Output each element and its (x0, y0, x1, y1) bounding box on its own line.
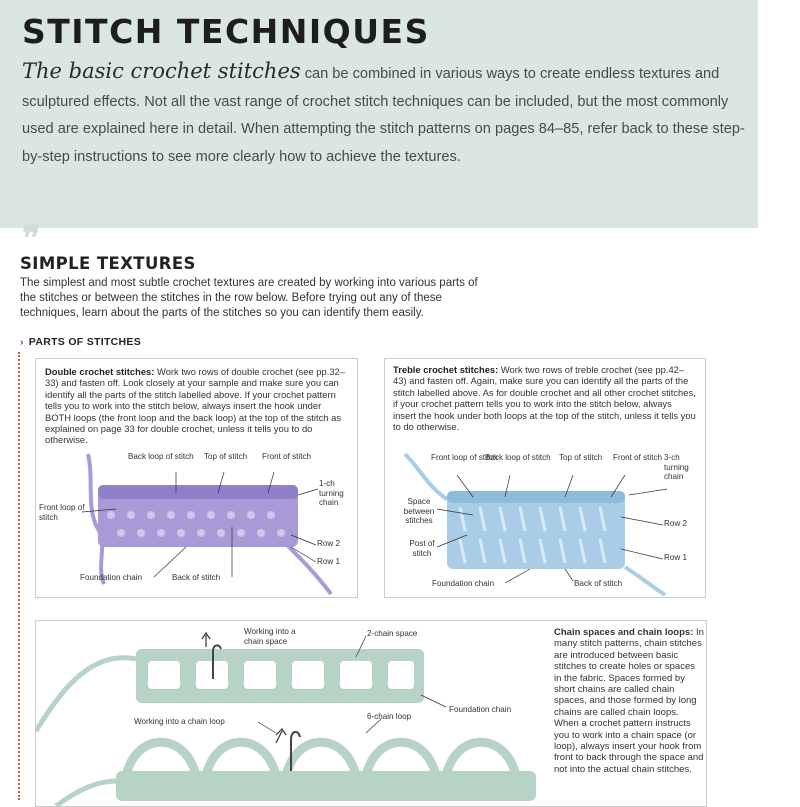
intro-text: can be combined in various ways to create endless textures and sculptured effects. Not all the vast range of crochet stitch techniques can be included, but the most commonly used are explained here in detail. When attempting the stitch patterns on pages 84–85, refer back to these step-by-step instructions to see more clearly how to achieve the textures. (22, 66, 745, 165)
double-label-top: Top of stitch (204, 452, 248, 461)
treble-label-back-loop: Back loop of stitch (485, 453, 551, 462)
chain-spaces-box (35, 620, 707, 807)
header-panel (0, 0, 758, 228)
double-label-foundation: Foundation chain (80, 573, 143, 582)
treble-label-back-of: Back of stitch (574, 579, 623, 588)
arrow-up-icon (202, 633, 210, 647)
double-label-turning: 1-ch turning chain (319, 479, 344, 507)
chain-label-six-ch-loop: 6-chain loop (367, 712, 412, 721)
intro-script-lead: The basic crochet stitches (22, 59, 301, 83)
quote-mark-decoration: ❞ (22, 219, 41, 259)
margin-rule (18, 352, 20, 800)
treble-label-front-of: Front of stitch (613, 453, 663, 462)
section-text: The simplest and most subtle crochet textures are created by working into various parts of the stitches or between the stitches in the row below. Before trying out any of these techniques, learn about the parts of the stitches so you can identify them easily. (20, 277, 478, 319)
double-label-front-of: Front of stitch (262, 452, 312, 461)
double-label-row1: Row 1 (317, 557, 340, 566)
double-label-front-loop: Front loop of stitch (39, 503, 85, 522)
yarn-tail-right (286, 544, 331, 594)
treble-label-row2: Row 2 (664, 519, 687, 528)
intro-paragraph (22, 58, 752, 171)
chain-label-working-loop: Working into a chain loop (134, 717, 225, 726)
double-crochet-box (35, 358, 358, 598)
double-label-back-of: Back of stitch (172, 573, 221, 582)
treble-label-post: Post of stitch (409, 539, 435, 558)
treble-swatch-top-row (447, 491, 625, 503)
chevron-right-icon: › (20, 336, 24, 348)
chain-spaces-body: In many stitch patterns, chain stitches are introduced between basic stitches to create holes or spaces in the fabric. Spaces formed by short chains are called chain spaces, and those formed by long chains are called chain loops. When a crochet pattern instructs you to work into a chain space (or loop), always insert your hook from front to back through the space and not into the actual chain stitches. (554, 627, 704, 775)
treble-label-top: Top of stitch (559, 453, 603, 462)
treble-crochet-swatch (385, 359, 705, 597)
subsection-title: PARTS OF STITCHES (28, 336, 142, 348)
chain-spaces-text (554, 627, 704, 775)
treble-label-front-loop: Front loop of stitch (431, 453, 498, 462)
treble-crochet-body: Work two rows of treble crochet (see pp.42–43) and fasten off. Again, make sure you can identify all the parts of the stitch labelled above. As for double crochet and all other crochet stitches, if your crochet pattern tells you to work into the stitch below, always insert the hook under both loops at the top of the stitch, unless it tells you to do otherwise. (393, 364, 696, 433)
chain-spaces-heading: Chain spaces and chain loops: (554, 627, 694, 638)
chain-space-strip (136, 649, 424, 703)
arrow-up-icon-2 (276, 729, 286, 743)
chain-loop-strip (56, 742, 536, 806)
yarn-tail-right (625, 567, 665, 595)
treble-label-foundation: Foundation chain (432, 579, 495, 588)
double-label-back-loop: Back loop of stitch (128, 452, 194, 461)
subsection-heading (20, 336, 141, 348)
treble-label-space: Space between stitches (403, 497, 435, 525)
double-crochet-body: Work two rows of double crochet (see pp.32–33) and fasten off. Look closely at your sample and make sure you can identify all the parts of the stitch labelled above. If your crochet pattern tells you to work into the stitch below, always insert the hook under BOTH loops (the front loop and the back loop) at the top of the stitch as explained on page 33 for double crochet, unless it tells you to do otherwise. (45, 366, 345, 446)
yarn-tail (36, 658, 136, 731)
treble-label-row1: Row 1 (664, 553, 687, 562)
chain-label-foundation: Foundation chain (449, 705, 512, 714)
treble-crochet-heading: Treble crochet stitches: (393, 364, 499, 375)
treble-label-turning: 3-ch turning chain (664, 453, 689, 481)
page-title: STITCH TECHNIQUES (22, 12, 430, 51)
double-label-row2: Row 2 (317, 539, 340, 548)
chain-label-working-space: Working into a chain space (244, 627, 296, 646)
chain-label-two-ch-space: 2-chain space (367, 629, 418, 638)
treble-crochet-box (384, 358, 706, 598)
double-crochet-swatch (36, 359, 357, 597)
double-crochet-heading: Double crochet stitches: (45, 366, 155, 377)
section-title: SIMPLE TEXTURES (20, 254, 196, 273)
